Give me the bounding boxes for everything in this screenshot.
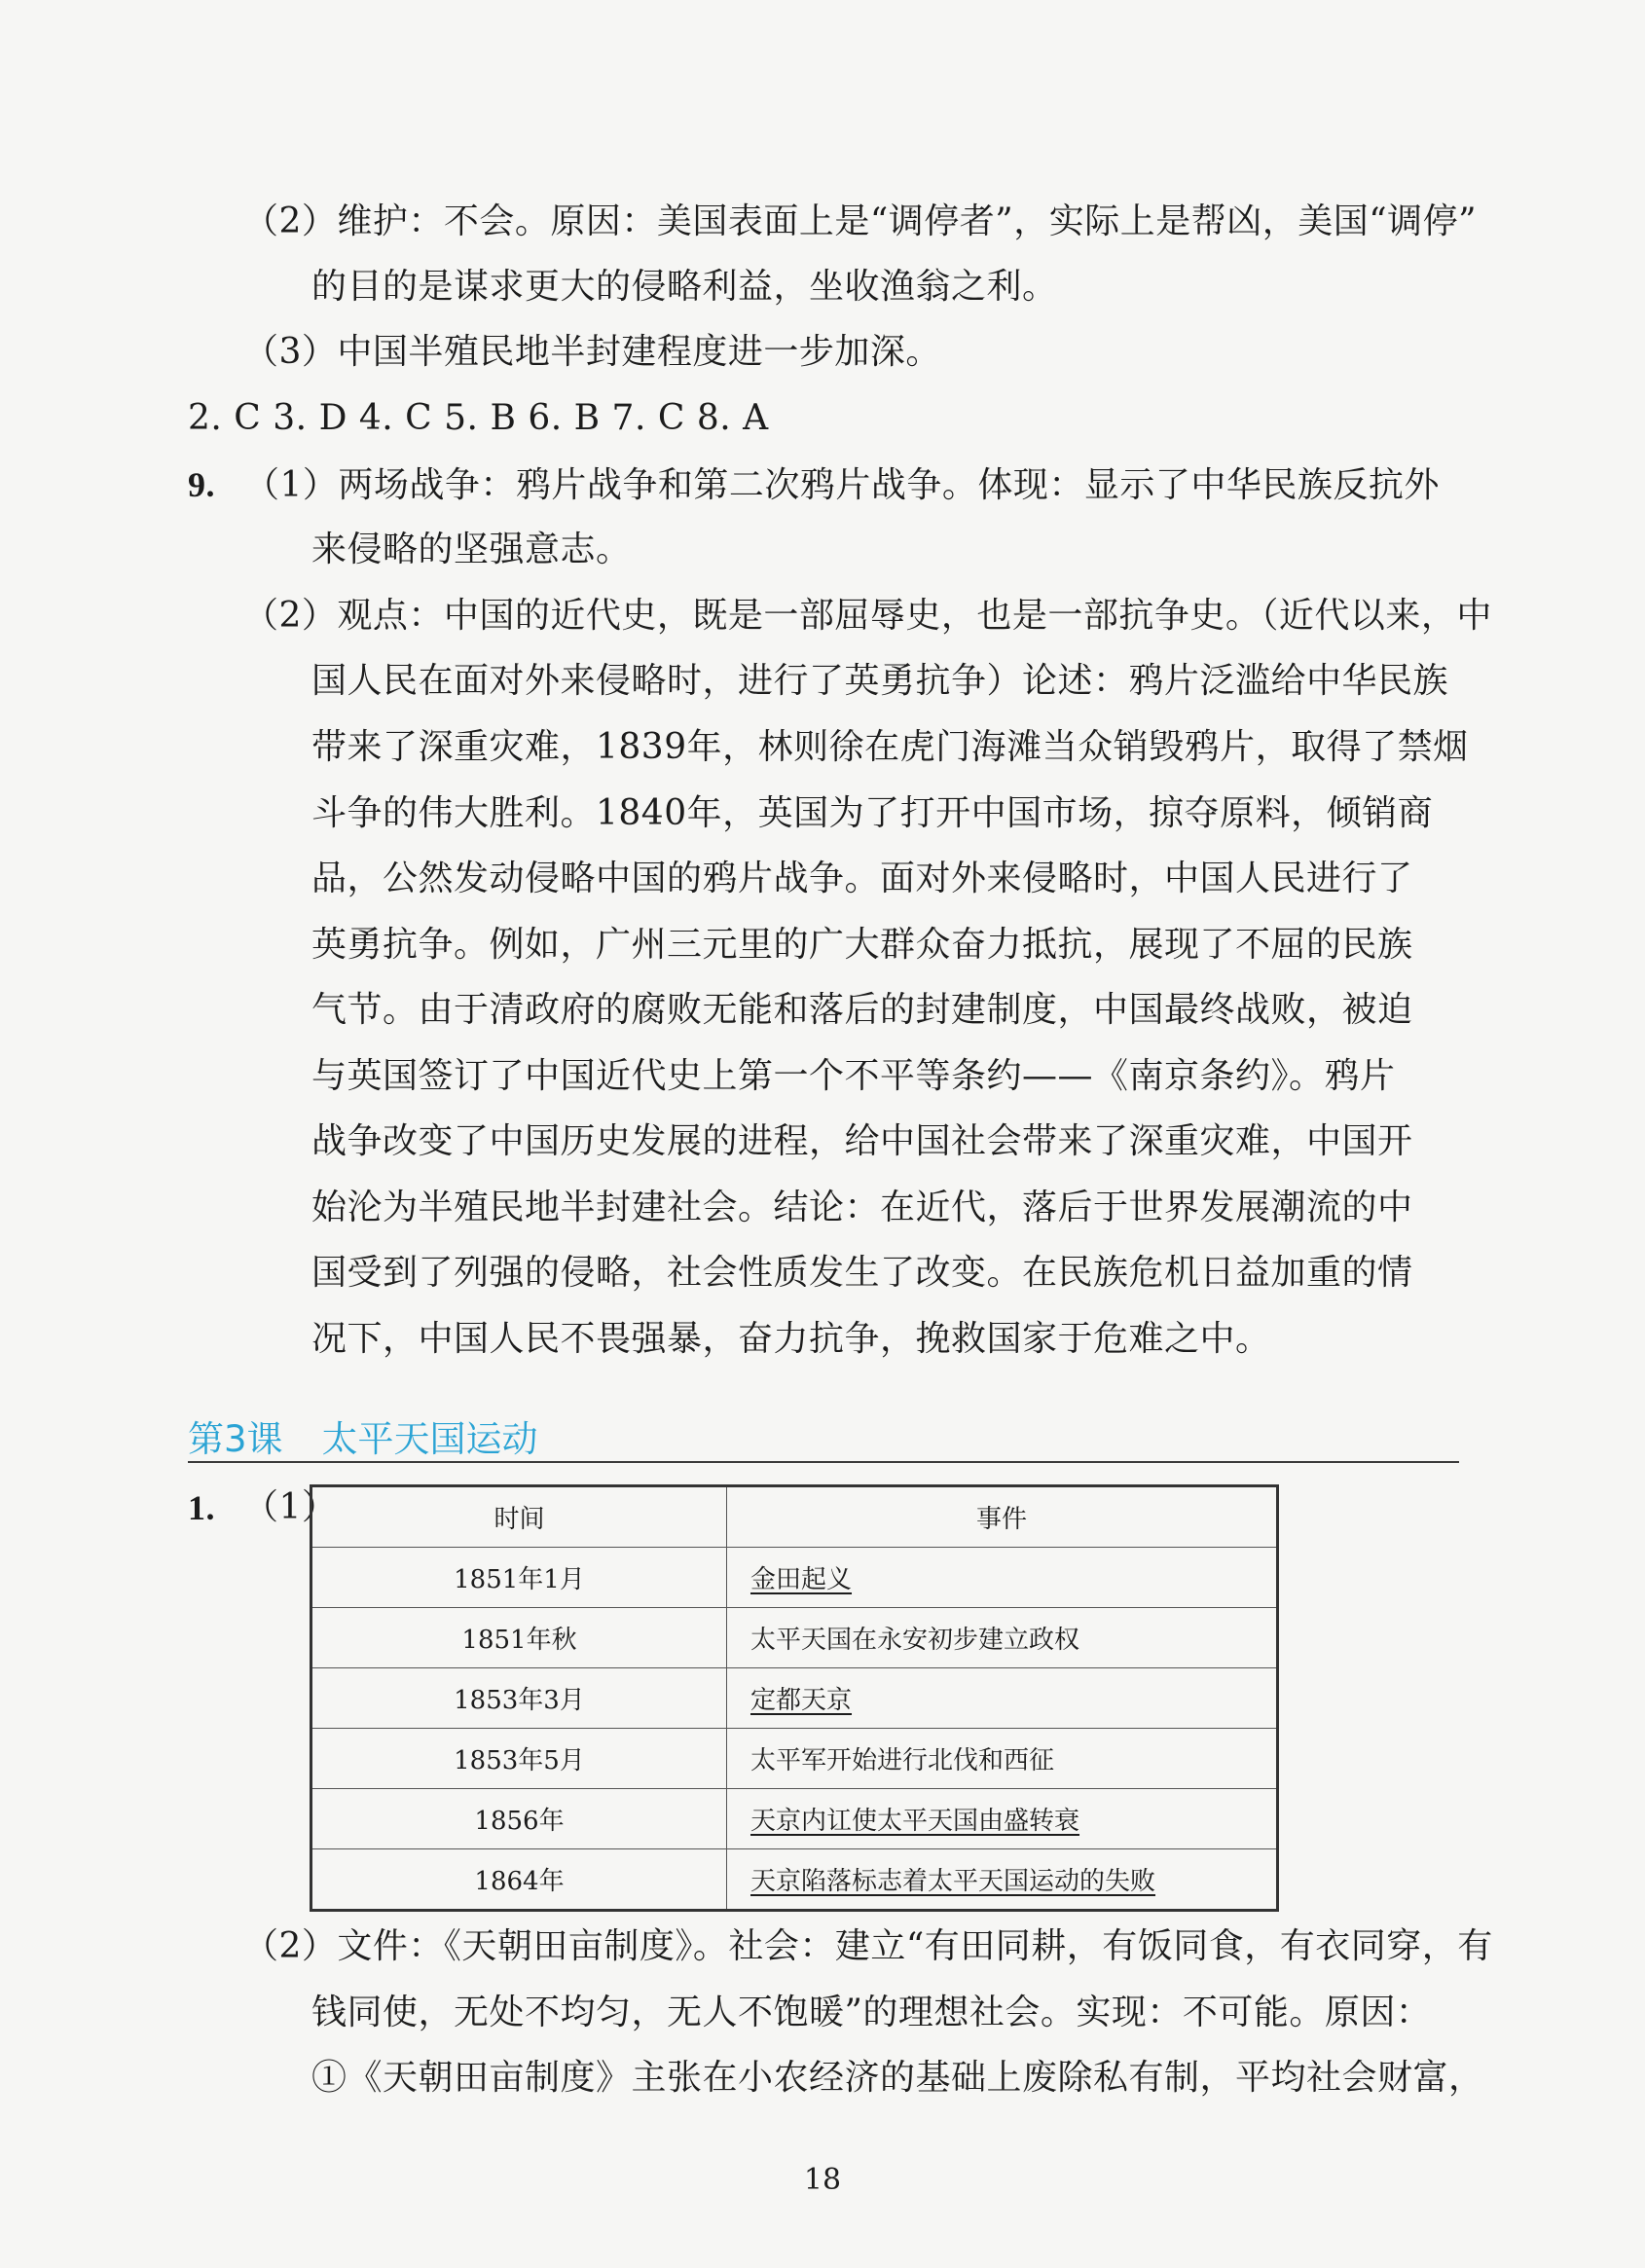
line-text: 带来了深重灾难，1839年，林则徐在虎门海滩当众销毁鸦片，取得了禁烟 [311,727,1469,767]
event-text: 金田起义 [750,1565,853,1594]
line-text: 国人民在面对外来侵略时，进行了英勇抗争）论述：鸦片泛滥给中华民族 [311,661,1449,701]
text-line [311,1185,1413,1231]
line-text: （2）观点：中国的近代史，既是一部屈辱史，也是一部抗争史。（近代以来，中 [243,596,1492,636]
text-line [243,199,1477,245]
text-line [311,2055,1484,2102]
table-row [311,1849,1278,1911]
event-text: 太平军开始进行北伐和西征 [750,1746,1055,1775]
line-text: 2. C 3. D 4. C 5. B 6. B 7. C 8. A [188,398,769,438]
line-text: 的目的是谋求更大的侵略利益，坐收渔翁之利。 [311,267,1058,307]
event-text: 天京内讧使太平天国由盛转衰 [750,1807,1080,1836]
text-line [311,1990,1431,2036]
event-text: 天京陷落标志着太平天国运动的失败 [750,1867,1156,1896]
text-line [311,987,1413,1034]
event-text: 太平天国在永安初步建立政权 [750,1626,1080,1655]
cell-time: 1853年5月 [311,1729,727,1789]
line-text: （2）维护：不会。原因：美国表面上是“调停者”，实际上是帮凶，美国“调停” [243,201,1478,241]
text-line [311,922,1413,969]
lesson-heading [188,1409,538,1462]
line-text: 战争改变了中国历史发展的进程，给中国社会带来了深重灾难，中国开 [311,1121,1413,1161]
cell-event [727,1608,1278,1668]
text-line [311,856,1413,902]
header-time: 时间 [311,1486,727,1548]
page-number: 18 [803,2163,842,2197]
question-number: 9. [188,465,215,504]
text-line [311,1316,1271,1363]
cell-time: 1851年1月 [311,1548,727,1608]
lesson-number: 第3课 [188,1418,283,1460]
line-text: 来侵略的坚强意志。 [311,530,632,569]
cell-event [727,1548,1278,1608]
line-text: （3）中国半殖民地半封建程度进一步加深。 [243,332,941,372]
lesson-title: 太平天国运动 [321,1418,538,1460]
line-text: 钱同使，无处不均匀，无人不饱暖”的理想社会。实现：不可能。原因： [311,1993,1432,2032]
line-text: 英勇抗争。例如，广州三元里的广大群众奋力抵抗，展现了不屈的民族 [311,925,1413,965]
cell-event [727,1789,1278,1849]
cell-time: 1864年 [311,1849,727,1911]
line-text: ①《天朝田亩制度》主张在小农经济的基础上废除私有制，平均社会财富， [311,2058,1484,2098]
cell-event [727,1729,1278,1789]
text-line [311,1118,1413,1165]
table-header-row [311,1486,1278,1548]
line-text: 品，公然发动侵略中国的鸦片战争。面对外来侵略时，中国人民进行了 [311,859,1413,898]
text-line [311,790,1433,837]
cell-time: 1851年秋 [311,1608,727,1668]
text-line [311,264,1058,311]
cell-event [727,1849,1278,1911]
header-event: 事件 [727,1486,1278,1548]
line-text: 始沦为半殖民地半封建社会。结论：在近代，落后于世界发展潮流的中 [311,1188,1413,1227]
cell-time: 1856年 [311,1789,727,1849]
line-text: （1）两场战争：鸦片战争和第二次鸦片战争。体现：显示了中华民族反抗外 [244,465,1440,505]
text-line [311,527,632,573]
text-line [311,658,1448,705]
event-text: 定都天京 [750,1686,853,1715]
text-line [188,395,769,442]
events-table [310,1484,1279,1912]
table-row [311,1668,1278,1729]
text-line [311,724,1469,771]
table-row [311,1548,1278,1608]
line-text: 斗争的伟大胜利。1840年，英国为了打开中国市场，掠夺原料，倾销商 [311,793,1434,833]
table-row [311,1729,1278,1789]
line-text: 与英国签订了中国近代史上第一个不平等条约——《南京条约》。鸦片 [311,1056,1396,1096]
line-text: 况下，中国人民不畏强暴，奋力抗争，挽救国家于危难之中。 [311,1319,1271,1359]
table-row [311,1789,1278,1849]
line-text: 气节。由于清政府的腐败无能和落后的封建制度，中国最终战败，被迫 [311,990,1413,1030]
line-text: （2）文件：《天朝田亩制度》。社会：建立“有田同耕，有饭同食，有衣同穿，有 [243,1926,1493,1966]
heading-rule [188,1461,1459,1463]
text-line [188,461,1440,509]
cell-event [727,1668,1278,1729]
text-line [311,1250,1413,1297]
line-text: 国受到了列强的侵略，社会性质发生了改变。在民族危机日益加重的情 [311,1253,1413,1293]
table-row [311,1608,1278,1668]
question-number: 1. [188,1488,215,1527]
cell-time: 1853年3月 [311,1668,727,1729]
text-line [243,593,1492,640]
text-line [311,1053,1396,1100]
text-line [243,1923,1493,1970]
text-line [243,329,941,376]
question-part: （1） [243,1487,338,1527]
question-1-label [188,1484,215,1532]
